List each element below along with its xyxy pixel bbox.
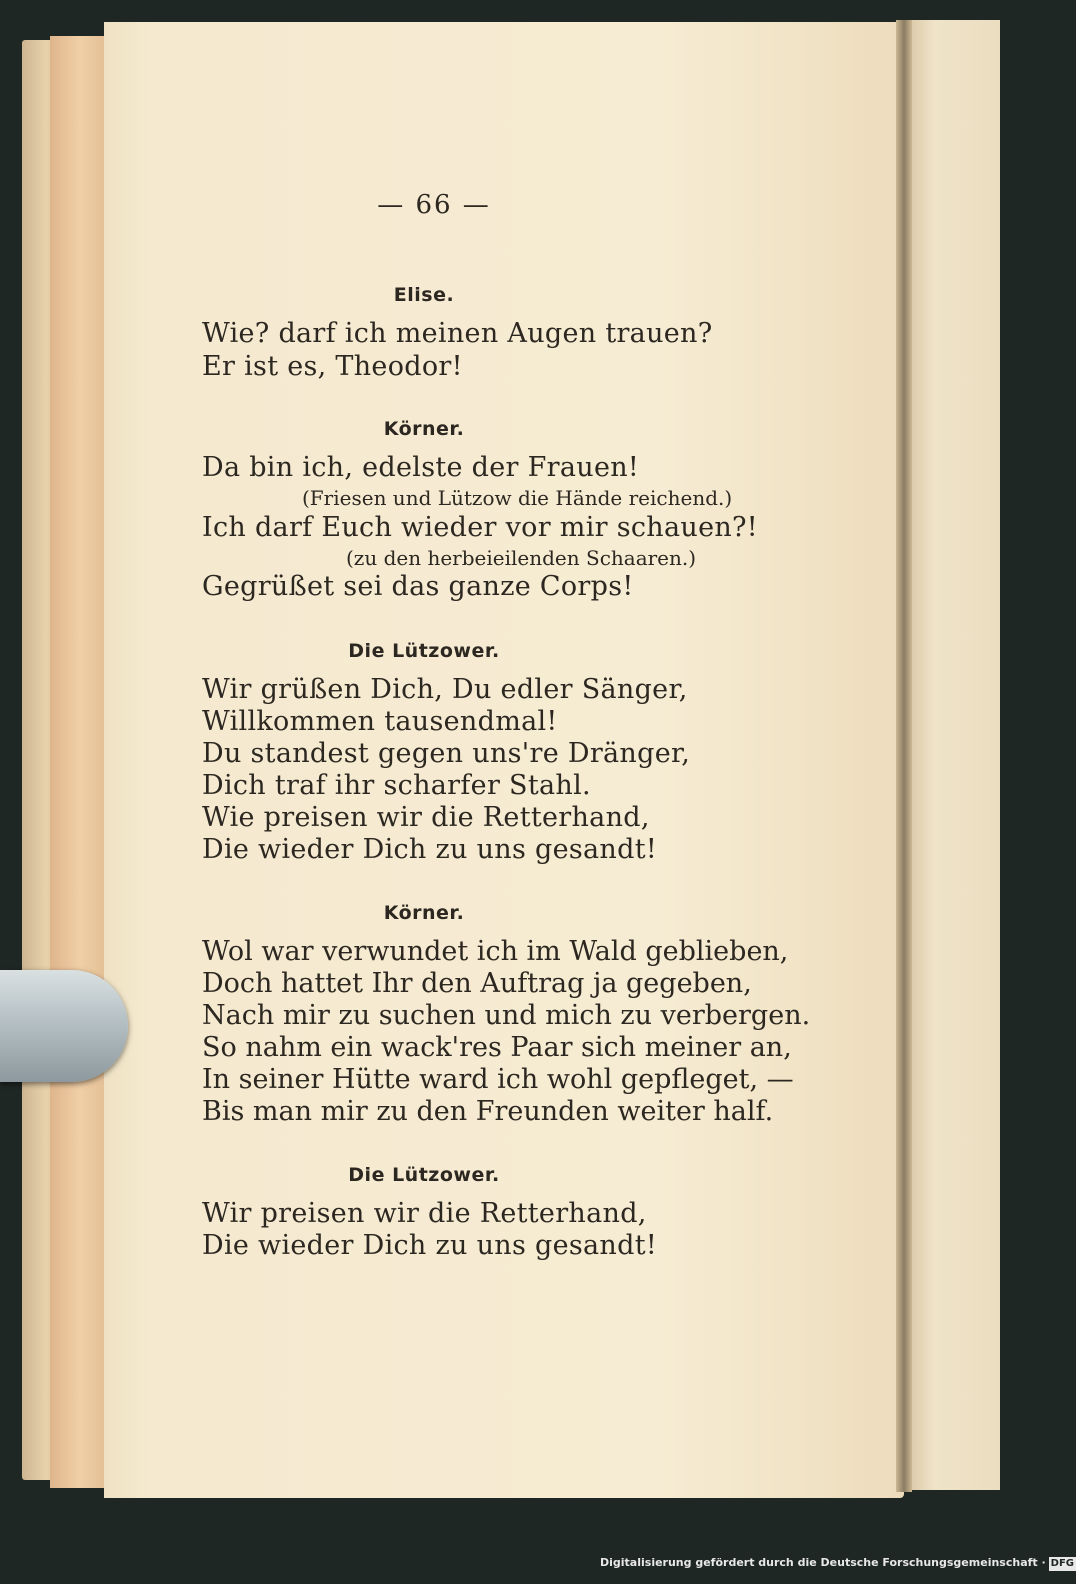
verse-line: Wie preisen wir die Retterhand, <box>202 802 650 833</box>
verse-line: Dich traf ihr scharfer Stahl. <box>202 770 591 801</box>
speaker-name: Körner. <box>383 418 465 440</box>
verse-line: Wir grüßen Dich, Du edler Sänger, <box>202 674 688 705</box>
footer-credit <box>600 1552 1075 1574</box>
stage-direction: (zu den herbeieilenden Schaaren.) <box>346 546 697 570</box>
footer-text: Digitalisierung gefördert durch die Deutsche Forschungsgemeinschaft · <box>600 1556 1046 1569</box>
page-content <box>104 22 904 1498</box>
verse-line: Wie? darf ich meinen Augen trauen? <box>202 318 713 349</box>
verse-line: Die wieder Dich zu uns gesandt! <box>202 834 657 865</box>
verse-line: Doch hattet Ihr den Auftrag ja gegeben, <box>202 968 752 999</box>
facing-page <box>906 20 1000 1490</box>
stage-direction: (Friesen und Lützow die Hände reichend.) <box>302 486 733 510</box>
verse-line: Willkommen tausendmal! <box>202 706 558 737</box>
verse-line: Bis man mir zu den Freunden weiter half. <box>202 1096 774 1127</box>
verse-line: Ich darf Euch wieder vor mir schauen?! <box>202 512 758 543</box>
speaker-name: Die Lützower. <box>348 640 500 662</box>
verse-line: Nach mir zu suchen und mich zu verbergen. <box>202 1000 811 1031</box>
verse-line: Wir preisen wir die Retterhand, <box>202 1198 647 1229</box>
verse-line: Er ist es, Theodor! <box>202 351 463 382</box>
speaker-name: Körner. <box>383 902 465 924</box>
verse-line: Wol war verwundet ich im Wald geblieben, <box>202 936 789 967</box>
page-stack-edge-inner <box>50 36 110 1488</box>
page-number: — 66 — <box>377 190 491 220</box>
verse-line: Du standest gegen uns're Dränger, <box>202 738 691 769</box>
speaker-name: Elise. <box>393 284 455 306</box>
speaker-name: Die Lützower. <box>348 1164 500 1186</box>
verse-line: Gegrüßet sei das ganze Corps! <box>202 571 634 602</box>
verse-line: Die wieder Dich zu uns gesandt! <box>202 1230 657 1261</box>
dfg-logo: DFG <box>1050 1558 1075 1569</box>
verse-line: So nahm ein wack'res Paar sich meiner an, <box>202 1032 792 1063</box>
verse-line: Da bin ich, edelste der Frauen! <box>202 452 640 483</box>
verse-line: In seiner Hütte ward ich wohl gepfleget, — <box>202 1064 794 1095</box>
